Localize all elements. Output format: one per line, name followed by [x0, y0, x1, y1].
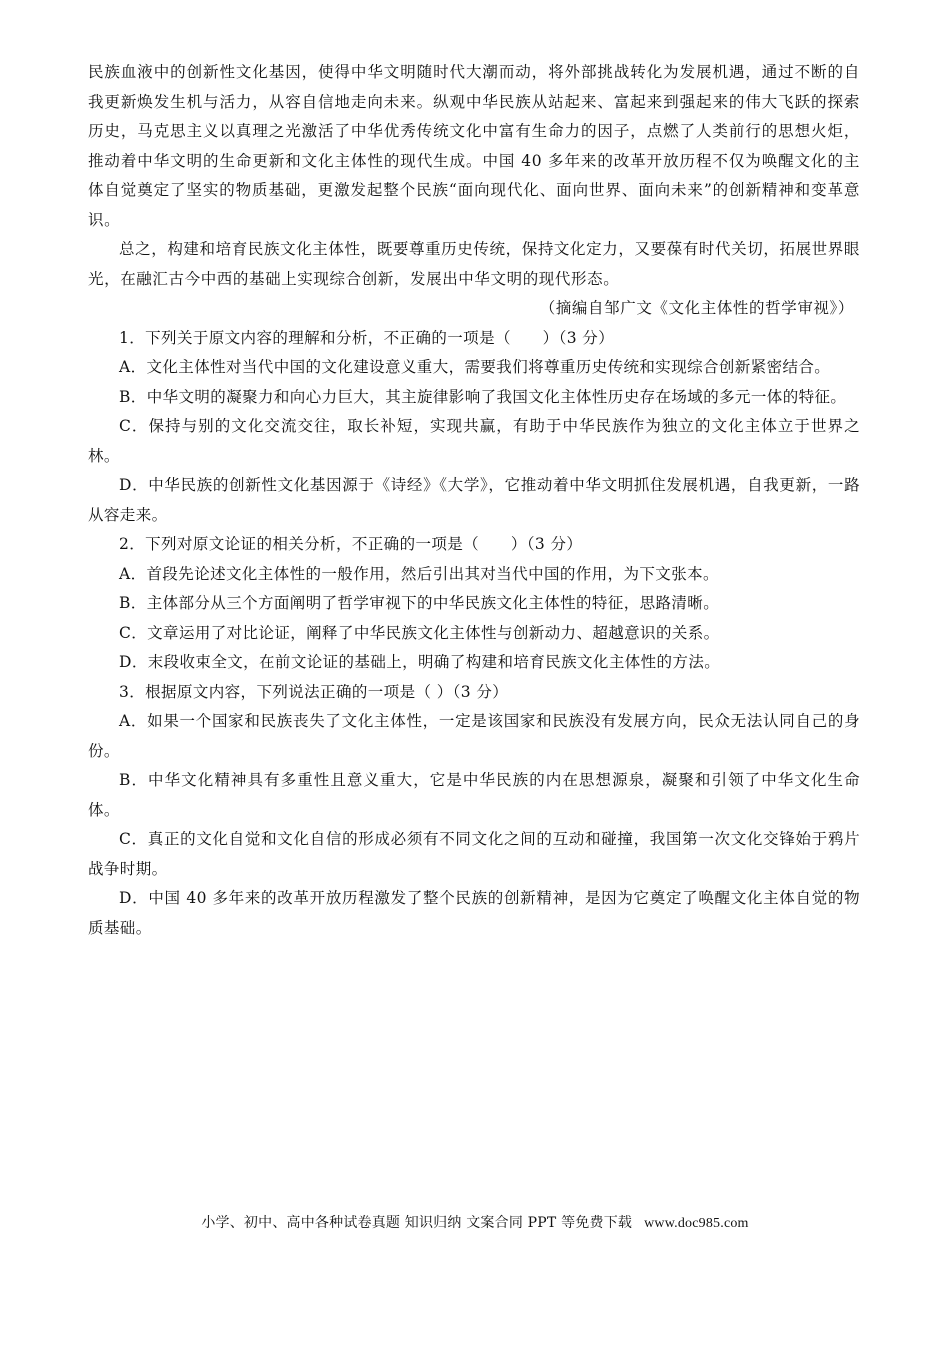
question-3-stem: 3．根据原文内容，下列说法正确的一项是（ ）（3 分） [119, 682, 509, 701]
question-3-option-a: A．如果一个国家和民族丧失了文化主体性，一定是该国家和民族没有发展方向，民众无法认同自己的身份。 [88, 712, 860, 760]
question-2 [88, 530, 860, 678]
question-1 [88, 324, 860, 531]
question-2-option-d: D．末段收束全文，在前文论证的基础上，明确了构建和培育民族文化主体性的方法。 [119, 653, 721, 671]
question-3-option-b: B．中华文化精神具有多重性且意义重大，它是中华民族的内在思想源泉，凝聚和引领了中华文化生命体。 [88, 771, 860, 819]
question-3-option-d: D．中国 40 多年来的改革开放历程激发了整个民族的创新精神，是因为它奠定了唤醒文化主体自觉的物质基础。 [88, 889, 860, 937]
footer-text: 小学、初中、高中各种试卷真题 知识归纳 文案合同 PPT 等免费下载 [201, 1215, 633, 1231]
question-2-stem: 2．下列对原文论证的相关分析，不正确的一项是（ ）（3 分） [119, 535, 583, 553]
content-area [88, 58, 860, 943]
question-1-option-b: B．中华文明的凝聚力和向心力巨大，其主旋律影响了我国文化主体性历史存在场域的多元一体的特征。 [119, 387, 847, 406]
question-1-option-d: D．中华民族的创新性文化基因源于《诗经》《大学》，它推动着中华文明抓住发展机遇，自我更新，一路从容走来。 [88, 476, 860, 524]
question-1-option-c: C．保持与别的文化交流交往，取长补短，实现共赢，有助于中华民族作为独立的文化主体立于世界之林。 [88, 417, 860, 465]
passage-source: （摘编自邹广文《文化主体性的哲学审视》） [539, 299, 854, 317]
footer-site-link[interactable]: www.doc985.com [644, 1216, 749, 1231]
question-2-option-b: B．主体部分从三个方面阐明了哲学审视下的中华民族文化主体性的特征，思路清晰。 [119, 594, 720, 612]
question-3-option-c: C．真正的文化自觉和文化自信的形成必须有不同文化之间的互动和碰撞，我国第一次文化交锋始于鸦片战争时期。 [88, 830, 860, 878]
passage-paragraph-1: 民族血液中的创新性文化基因，使得中华文明随时代大潮而动，将外部挑战转化为发展机遇，通过不断的自我更新焕发生机与活力，从容自信地走向未来。纵观中华民族从站起来、富起来到强起来的伟大飞跃的探索历史，马克思主义以真理之光激活了中华优秀传统文化中富有生命力的因子，点燃了人类前行的思想火炬，推动着中华文明的生命更新和文化主体性的现代生成。中国 40 多年来的改革开放历程不仅为唤醒文化的主体自觉奠定了坚实的物质基础，更激发起整个民族“面向现代化、面向世界、面向未来”的创新精神和变革意识。 [88, 63, 860, 229]
reading-passage [88, 58, 860, 294]
question-2-option-a: A．首段先论述文化主体性的一般作用，然后引出其对当代中国的作用，为下文张本。 [119, 564, 719, 583]
page-footer [0, 1212, 950, 1232]
question-2-option-c: C．文章运用了对比论证，阐释了中华民族文化主体性与创新动力、超越意识的关系。 [119, 623, 720, 642]
question-3 [88, 678, 860, 944]
question-list [88, 324, 860, 944]
passage-paragraph-2: 总之，构建和培育民族文化主体性，既要尊重历史传统，保持文化定力，又要葆有时代关切，拓展世界眼光，在融汇古今中西的基础上实现综合创新，发展出中华文明的现代形态。 [88, 240, 860, 288]
question-1-stem: 1．下列关于原文内容的理解和分析，不正确的一项是（ ）（3 分） [119, 328, 615, 347]
question-1-option-a: A．文化主体性对当代中国的文化建设意义重大，需要我们将尊重历史传统和实现综合创新紧密结合。 [119, 358, 831, 376]
